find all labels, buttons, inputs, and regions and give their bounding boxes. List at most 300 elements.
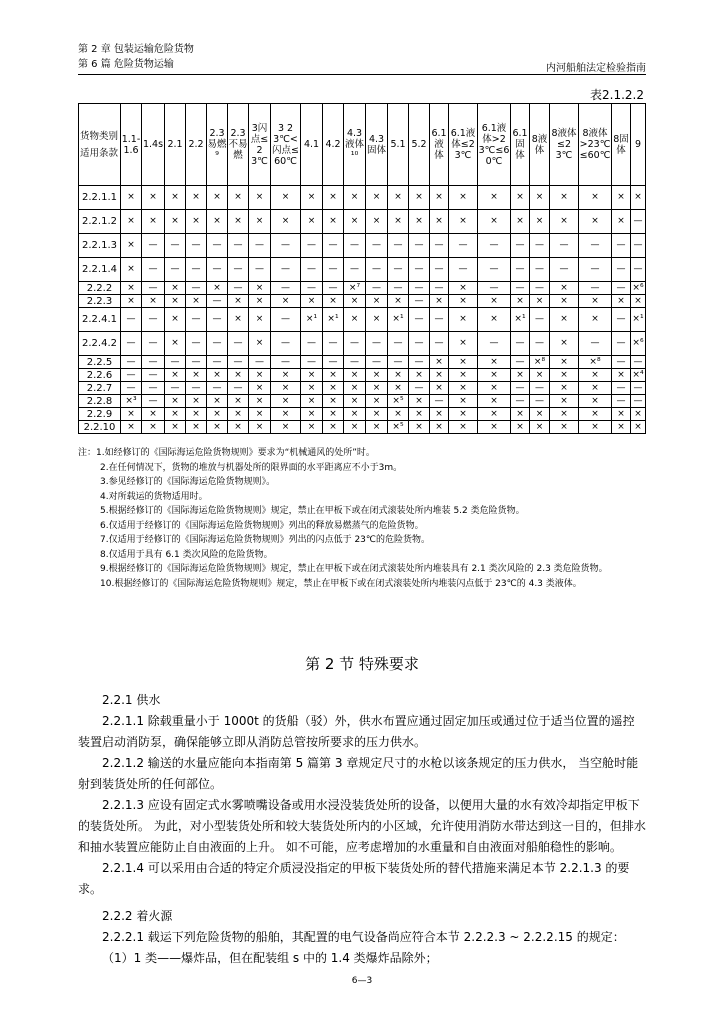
table-cell: — — [142, 234, 165, 258]
col-header: 8液体≤23℃ — [550, 104, 579, 186]
table-cell: × — [449, 210, 478, 234]
table-cell: × — [323, 395, 344, 408]
table-cell: — — [430, 258, 449, 282]
table-cell: — — [478, 282, 511, 295]
table-cell: — — [344, 234, 366, 258]
table-cell: × — [249, 295, 271, 308]
table-cell: × — [579, 308, 612, 332]
table-cell: — — [249, 234, 271, 258]
table-cell: × — [207, 210, 228, 234]
table-row — [79, 382, 646, 395]
table-cell: × — [323, 295, 344, 308]
table-cell: × — [579, 408, 612, 421]
table-cell: × — [165, 282, 186, 295]
table-cell: — — [530, 332, 550, 356]
table-cell: × — [165, 186, 186, 210]
table-cell: × — [530, 295, 550, 308]
col-header: 4.3固体 — [366, 104, 388, 186]
table-cell: — — [409, 295, 430, 308]
col-header: 1.4s — [142, 104, 165, 186]
table-cell: — — [323, 356, 344, 369]
table-row — [79, 186, 646, 210]
col-header: 4.3液体¹⁰ — [344, 104, 366, 186]
table-cell: × — [228, 295, 249, 308]
table-cell: × — [511, 369, 530, 382]
row-label: 2.2.4.2 — [79, 332, 121, 356]
table-cell: × — [207, 395, 228, 408]
table-cell: — — [511, 356, 530, 369]
table-cell: — — [409, 234, 430, 258]
table-row — [79, 258, 646, 282]
table-cell: — — [207, 308, 228, 332]
table-cell: × — [631, 186, 646, 210]
note-item: 10.根据经修订的《国际海运危险货物规则》规定，禁止在甲板下或在闭式滚装处所内堆装闪点低于 23℃的 4.3 类液体。 — [100, 578, 582, 589]
table-cell: × — [449, 282, 478, 295]
table-cell: — — [430, 282, 449, 295]
table-cell: — — [186, 282, 207, 295]
table-cell: × — [228, 395, 249, 408]
table-cell: × — [121, 186, 142, 210]
table-cell: × — [301, 295, 323, 308]
table-cell: × — [271, 382, 301, 395]
table-cell: — — [409, 356, 430, 369]
table-cell: × — [186, 295, 207, 308]
table-cell: × — [612, 421, 631, 434]
col-header: 5.2 — [409, 104, 430, 186]
note-item: 5.根据经修订的《国际海运危险货物规则》规定，禁止在甲板下或在闭式滚装处所内堆装 5.2 类危险货物。 — [100, 506, 525, 516]
table-cell: — — [478, 234, 511, 258]
table-cell: × — [449, 408, 478, 421]
note-item: 8.仅适用于具有 6.1 类次风险的危险货物。 — [100, 549, 273, 560]
table-cell: × — [165, 408, 186, 421]
table-cell: — — [511, 258, 530, 282]
table-cell: ×⁵ — [388, 395, 409, 408]
table-cell: — — [409, 308, 430, 332]
table-cell: — — [478, 332, 511, 356]
table-cell: — — [186, 332, 207, 356]
table-cell: × — [430, 210, 449, 234]
table-cell: × — [550, 421, 579, 434]
table-cell: × — [228, 408, 249, 421]
table-cell: — — [430, 234, 449, 258]
table-cell: × — [612, 295, 631, 308]
table-cell: × — [612, 210, 631, 234]
table-cell: × — [631, 408, 646, 421]
table-cell: — — [511, 395, 530, 408]
table-cell: × — [430, 382, 449, 395]
table-cell: × — [409, 421, 430, 434]
table-cell: — — [165, 382, 186, 395]
table-cell: — — [449, 234, 478, 258]
table-cell: — — [186, 356, 207, 369]
table-cell: — — [228, 258, 249, 282]
table-cell: × — [121, 258, 142, 282]
row-label: 2.2.7 — [79, 382, 121, 395]
row-label: 2.2.1.1 — [79, 186, 121, 210]
table-cell: — — [271, 308, 301, 332]
table-cell: ×¹ — [323, 308, 344, 332]
table-cell: × — [530, 186, 550, 210]
table-cell: — — [366, 234, 388, 258]
table-cell: × — [142, 210, 165, 234]
table-cell: — — [142, 332, 165, 356]
subsection-heading: 2.2.2 着火源 — [102, 909, 173, 923]
table-cell: × — [366, 382, 388, 395]
table-cell: ×⁴ — [632, 369, 644, 380]
table-cell: ×⁷ — [344, 282, 366, 295]
col-header: 4.2 — [323, 104, 344, 186]
table-cell: × — [550, 295, 579, 308]
table-cell: × — [249, 282, 271, 295]
table-cell: × — [449, 369, 478, 382]
table-cell: — — [121, 356, 142, 369]
col-header: 2.3不易燃 — [228, 104, 249, 186]
table-cell: × — [207, 369, 228, 382]
table-cell: — — [430, 395, 449, 408]
table-cell: — — [631, 356, 646, 369]
table-cell: × — [449, 395, 478, 408]
table-cell: × — [165, 210, 186, 234]
table-row — [79, 408, 646, 421]
table-cell: × — [550, 356, 579, 369]
table-cell: — — [409, 382, 430, 395]
table-cell: × — [121, 210, 142, 234]
chapter-title: 第 2 章 包装运输危险货物 — [78, 44, 194, 55]
table-cell: — — [249, 356, 271, 369]
table-cell: — — [142, 382, 165, 395]
table-corner — [79, 104, 121, 186]
table-cell: × — [430, 408, 449, 421]
table-cell: × — [530, 369, 550, 382]
table-cell: — — [530, 395, 550, 408]
table-cell: × — [323, 369, 344, 382]
table-cell: × — [271, 395, 301, 408]
table-cell: — — [301, 258, 323, 282]
table-label: 表2.1.2.2 — [590, 88, 644, 102]
table-cell: × — [249, 332, 271, 356]
table-cell: — — [409, 282, 430, 295]
table-cell: × — [249, 382, 271, 395]
table-cell: — — [409, 258, 430, 282]
table-cell: × — [249, 308, 271, 332]
part-title: 第 6 篇 危险货物运输 — [78, 59, 174, 70]
col-header: 6.1液体>23℃≤60℃ — [478, 104, 511, 186]
table-cell: — — [409, 332, 430, 356]
table-cell: — — [530, 308, 550, 332]
table-cell: × — [449, 356, 478, 369]
table-cell: — — [511, 282, 530, 295]
col-header: 2.2 — [186, 104, 207, 186]
table-cell: × — [165, 295, 186, 308]
row-label: 2.2.4.1 — [79, 308, 121, 332]
table-cell: × — [121, 282, 142, 295]
table-cell: — — [579, 282, 612, 295]
table-cell: × — [579, 421, 612, 434]
table-cell: × — [121, 421, 142, 434]
table-cell: × — [366, 395, 388, 408]
table-row — [79, 234, 646, 258]
table-cell: × — [228, 210, 249, 234]
table-cell: ×¹ — [388, 308, 409, 332]
table-cell: × — [323, 421, 344, 434]
table-cell: × — [579, 210, 612, 234]
table-row — [79, 295, 646, 308]
table-cell: × — [344, 308, 366, 332]
table-cell: — — [207, 356, 228, 369]
row-label: 2.2.6 — [79, 369, 121, 382]
note-item: 7.仅适用于经修订的《国际海运危险货物规则》列出的闪点低于 23℃的危险货物。 — [100, 535, 431, 545]
table-cell: × — [207, 282, 228, 295]
table-cell: — — [301, 234, 323, 258]
table-cell: × — [186, 369, 207, 382]
table-cell: — — [478, 258, 511, 282]
table-cell: — — [165, 258, 186, 282]
table-cell: ×¹ — [631, 308, 646, 332]
table-cell: — — [186, 258, 207, 282]
table-cell: × — [271, 408, 301, 421]
table-cell: ×⁶ — [632, 282, 644, 293]
table-cell: × — [478, 395, 511, 408]
table-cell: × — [165, 369, 186, 382]
table-cell: × — [579, 369, 612, 382]
table-cell: — — [142, 282, 165, 295]
table-cell: — — [121, 382, 142, 395]
table-cell: × — [631, 421, 646, 434]
table-cell: × — [323, 408, 344, 421]
table-cell: — — [366, 356, 388, 369]
table-cell: — — [228, 282, 249, 295]
table-cell: — — [612, 282, 631, 295]
table-cell: — — [165, 356, 186, 369]
paragraph: 2.2.1.3 应设有固定式水雾喷嘴设备或用水浸没装货处所的设备，以便用大量的水有效冷却指定甲板下的装货处所。 为此，对小型装货处所和较大装货处所内的小区域，允许使用消防水带达到这一目的，但排水和抽水装置应能防止自由液面的上升。 如不可能，应考虑增加的水重量和自由液面对船舶稳性的影响。 — [78, 798, 646, 854]
table-cell: — — [388, 356, 409, 369]
table-cell: × — [511, 186, 530, 210]
table-cell: × — [612, 369, 631, 382]
table-cell: × — [366, 210, 388, 234]
col-header: 2.1 — [165, 104, 186, 186]
table-cell: × — [612, 186, 631, 210]
paragraph: 2.2.1.2 输送的水量应能向本指南第 5 篇第 3 章规定尺寸的水枪以该条规定的压力供水， 当空舱时能射到装货处所的任何部位。 — [78, 756, 639, 791]
table-cell: × — [323, 382, 344, 395]
table-cell: ×⁸ — [579, 356, 612, 369]
table-cell: — — [142, 369, 165, 382]
table-cell: × — [430, 421, 449, 434]
note-item: 9.根据经修订的《国际海运危险货物规则》规定，禁止在甲板下或在闭式滚装处所内堆装具有 2.1 类次风险的 2.3 类危险货物。 — [100, 564, 608, 574]
table-cell: — — [207, 258, 228, 282]
table-cell: × — [449, 421, 478, 434]
corner-cargo: 货物类别 — [80, 130, 119, 142]
body-text — [78, 690, 646, 969]
table-cell: × — [430, 295, 449, 308]
table-cell: × — [478, 369, 511, 382]
table-cell: × — [344, 382, 366, 395]
section-title: 第 2 节 特殊要求 — [305, 655, 419, 673]
table-cell: × — [478, 308, 511, 332]
table-cell: — — [366, 282, 388, 295]
table-cell: — — [142, 395, 165, 408]
table-cell: × — [550, 308, 579, 332]
table-cell: × — [388, 408, 409, 421]
table-cell: — — [550, 234, 579, 258]
table-cell: × — [186, 395, 207, 408]
table-cell: × — [579, 186, 612, 210]
table-cell: × — [612, 408, 631, 421]
table-cell: × — [301, 186, 323, 210]
table-cell: × — [186, 421, 207, 434]
table-cell: × — [550, 395, 579, 408]
table-cell: × — [511, 421, 530, 434]
table-cell: — — [366, 258, 388, 282]
table-cell: — — [165, 234, 186, 258]
table-cell: — — [249, 258, 271, 282]
table-cell: — — [344, 258, 366, 282]
table-row — [79, 356, 646, 369]
table-cell: × — [478, 295, 511, 308]
col-header: 6.1固体 — [511, 104, 530, 186]
table-cell: — — [579, 258, 612, 282]
table-cell: × — [344, 295, 366, 308]
table-cell: — — [511, 382, 530, 395]
table-cell: × — [249, 210, 271, 234]
table-cell: ×⁸ — [530, 356, 550, 369]
table-cell: × — [301, 408, 323, 421]
table-cell: × — [207, 186, 228, 210]
table-cell: — — [430, 308, 449, 332]
table-cell: × — [550, 369, 579, 382]
table-cell: — — [579, 234, 612, 258]
table-cell: × — [550, 382, 579, 395]
table-cell: × — [366, 186, 388, 210]
table-cell: — — [301, 332, 323, 356]
table-cell: — — [449, 258, 478, 282]
table-cell: × — [301, 369, 323, 382]
table-cell: — — [228, 356, 249, 369]
page-number: 6—3 — [351, 976, 373, 986]
table-cell: × — [301, 395, 323, 408]
table-cell: × — [249, 408, 271, 421]
table-cell: — — [142, 308, 165, 332]
table-cell: × — [366, 408, 388, 421]
row-label: 2.2.5 — [79, 356, 121, 369]
note-item: 6.仅适用于经修订的《国际海运危险货物规则》列出的释放易燃蒸气的危险货物。 — [100, 520, 424, 531]
col-header: 8液体>23℃≤60℃ — [579, 104, 612, 186]
table-cell: × — [449, 382, 478, 395]
col-header: 6.1液体≤23℃ — [449, 104, 478, 186]
table-cell: — — [323, 332, 344, 356]
table-cell: — — [612, 332, 631, 356]
table-cell: × — [271, 295, 301, 308]
table-row — [79, 282, 646, 295]
stowage-table — [78, 103, 646, 434]
table-cell: — — [186, 382, 207, 395]
table-cell: × — [301, 382, 323, 395]
table-cell: — — [388, 332, 409, 356]
table-cell: — — [207, 295, 228, 308]
table-cell: × — [478, 186, 511, 210]
paragraph: 2.2.2.1 载运下列危险货物的船舶，其配置的电气设备尚应符合本节 2.2.2.3 ~ 2.2.2.15 的规定： — [102, 930, 625, 944]
table-cell: × — [478, 408, 511, 421]
table-cell: — — [228, 382, 249, 395]
table-cell: × — [344, 186, 366, 210]
table-cell: × — [478, 356, 511, 369]
table-cell: — — [631, 382, 646, 395]
table-cell: × — [228, 421, 249, 434]
table-cell: — — [511, 234, 530, 258]
table-cell: × — [186, 408, 207, 421]
table-cell: × — [478, 421, 511, 434]
table-cell: × — [530, 421, 550, 434]
col-header: 1.1-1.6 — [121, 104, 142, 186]
table-cell: × — [271, 369, 301, 382]
table-cell: × — [579, 395, 612, 408]
row-label: 2.2.8 — [79, 395, 121, 408]
table-cell: × — [228, 308, 249, 332]
paragraph: 2.2.1.4 可以采用由合适的特定介质浸没指定的甲板下装货处所的替代措施来满足本节 2.2.1.3 的要求。 — [78, 861, 630, 896]
table-cell: × — [121, 295, 142, 308]
note-item: 4.对所载运的货物适用时。 — [100, 491, 208, 502]
table-cell: — — [121, 369, 142, 382]
table-cell: × — [430, 356, 449, 369]
table-cell: × — [388, 186, 409, 210]
table-cell: × — [121, 234, 142, 258]
table-cell: — — [631, 234, 646, 258]
table-cell: × — [550, 408, 579, 421]
table-cell: — — [550, 258, 579, 282]
table-cell: — — [271, 356, 301, 369]
table-cell: — — [612, 382, 631, 395]
table-cell: × — [449, 186, 478, 210]
paragraph: 2.2.1.1 除载重量小于 1000t 的货船（驳）外，供水布置应通过固定加压或通过位于适当位置的遥控装置启动消防泵，确保能够立即从消防总管按所要求的压力供水。 — [78, 714, 635, 749]
table-cell: — — [631, 395, 646, 408]
table-cell: × — [249, 369, 271, 382]
table-cell: — — [142, 356, 165, 369]
header-rule — [78, 74, 646, 75]
table-cell: — — [186, 308, 207, 332]
table-cell: × — [121, 408, 142, 421]
table-cell: × — [409, 210, 430, 234]
table-cell: × — [366, 421, 388, 434]
table-cell: — — [323, 234, 344, 258]
table-cell: — — [612, 234, 631, 258]
table-cell: × — [142, 295, 165, 308]
table-cell: × — [271, 421, 301, 434]
row-label: 2.2.1.4 — [79, 258, 121, 282]
table-cell: × — [142, 408, 165, 421]
table-cell: — — [631, 210, 646, 234]
table-cell: × — [388, 210, 409, 234]
table-cell: × — [511, 408, 530, 421]
table-cell: — — [530, 234, 550, 258]
table-cell: — — [612, 395, 631, 408]
table-cell: × — [388, 382, 409, 395]
table-cell: — — [511, 332, 530, 356]
table-cell: — — [121, 332, 142, 356]
table-cell: × — [409, 395, 430, 408]
table-cell: — — [388, 258, 409, 282]
table-cell: × — [142, 421, 165, 434]
table-cell: — — [207, 332, 228, 356]
table-cell: — — [430, 332, 449, 356]
table-cell: — — [207, 234, 228, 258]
table-row — [79, 395, 646, 408]
table-cell: — — [530, 382, 550, 395]
row-label: 2.2.10 — [79, 421, 121, 434]
table-cell: ×⁶ — [631, 332, 646, 356]
table-cell: × — [165, 332, 186, 356]
table-cell: × — [579, 382, 612, 395]
table-cell: — — [323, 258, 344, 282]
table-cell: — — [301, 356, 323, 369]
